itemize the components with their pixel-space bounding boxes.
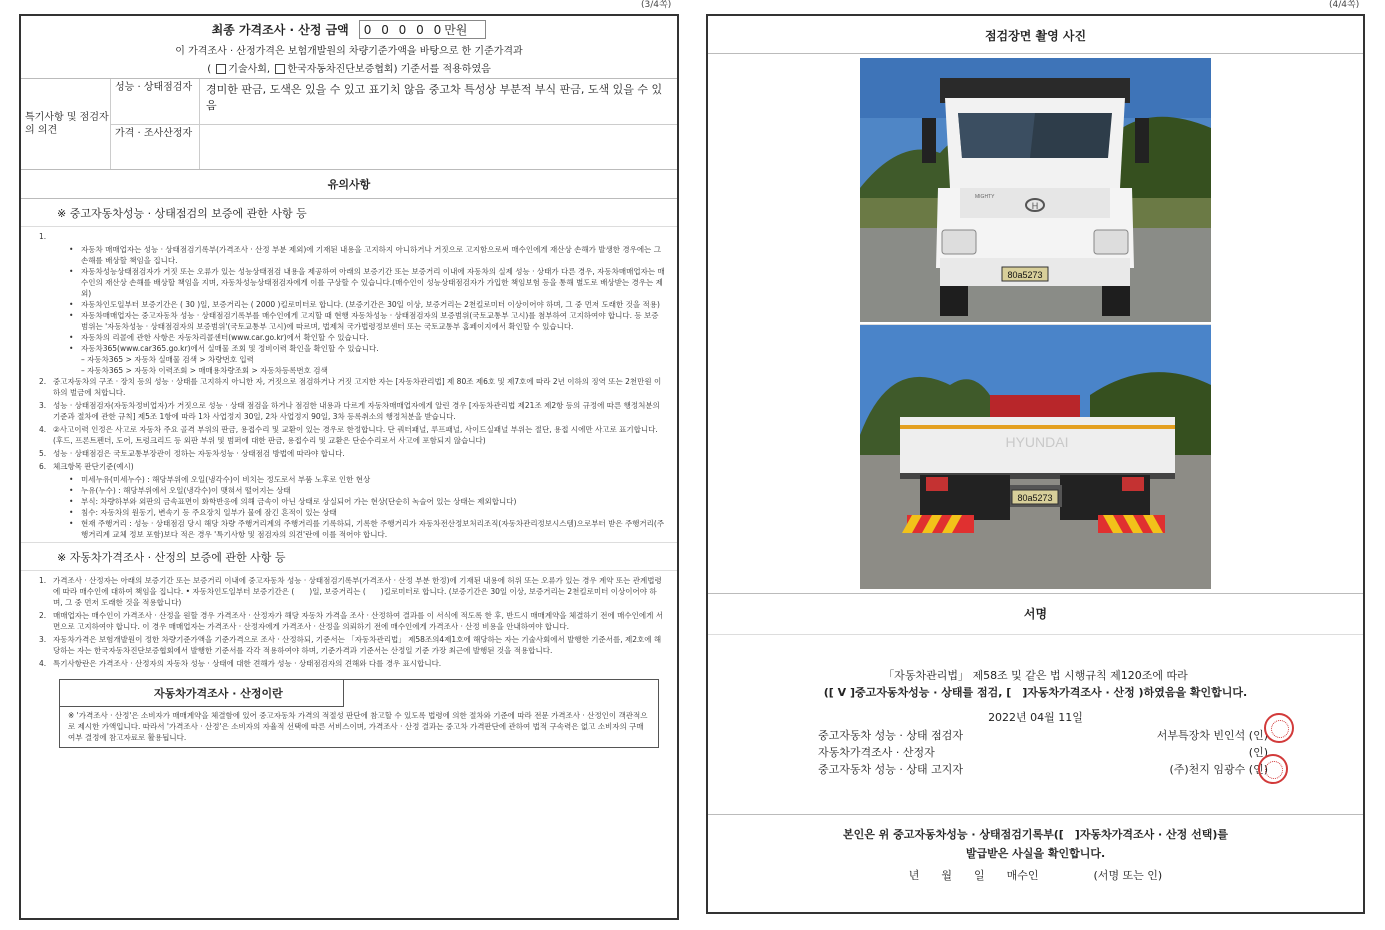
bullet-text: 부식: 차량하부와 외판의 금속표면이 화학반응에 의해 금속이 아닌 상태로 상실되어 가는 현상(단순히 녹슬어 있는 상태는 제외합니다) xyxy=(81,497,517,506)
item-text: 자동차가격은 보험개발원이 정한 차량기준가액을 기준가격으로 조사 · 산정하되, 기준서는 「자동차관리법」 제58조의4제1호에 해당하는 자는 기술사회에서 발행한 기준서를, 제2호에 해당하는 자는 한국자동차진단보증협회에서 발행한 기준서를 각각 적용하여야 하며, 기준가격과 기준서는 산정일 기준 가장 최근에 발행된 것을 적용합니다. xyxy=(53,635,662,655)
item-number: 2. xyxy=(39,377,47,386)
bullet-item xyxy=(39,310,665,332)
declaration-line1: 「자동차관리법」 제58조 및 같은 법 시행규칙 제120조에 따라 xyxy=(883,669,1188,682)
bullet-icon: • xyxy=(69,486,74,495)
bullet-icon: • xyxy=(69,267,74,276)
bullet-item xyxy=(39,474,665,485)
bullet-icon: • xyxy=(69,311,74,320)
appraiser-opinion[interactable] xyxy=(200,125,677,170)
bullet-icon: • xyxy=(69,333,74,342)
item-number: 6. xyxy=(39,462,47,471)
bullet-item xyxy=(39,518,665,540)
bullet-text: 자동차의 리콜에 관한 사항은 자동차리콜센터(www.car.go.kr)에서 확인할 수 있습니다. xyxy=(81,333,369,342)
numbered-item xyxy=(39,610,665,632)
numbered-item xyxy=(39,400,665,422)
inspector-seal-stamp xyxy=(1264,713,1294,743)
item-text: 특기사항란은 가격조사 · 산정자의 자동차 성능 · 상태에 대한 견해가 성능 · 상태점검자의 견해와 다를 경우 표시합니다. xyxy=(53,659,442,668)
bullet-text: 현재 주행거리 : 성능 · 상태점검 당시 해당 차량 주행거리계의 주행거리를 기록하되, 기록한 주행거리가 자동차전산정보처리조직(자동차관리정보시스템)으로부터 받은 주행거리(주행거리계 교체 정보 포함)보다 적은 경우 '특기사항 및 점검자의 의견'란에 이를 적어야 합니다. xyxy=(81,519,665,539)
section2-items xyxy=(21,571,677,673)
signature-row: 자동차가격조사 · 산정자 (인) xyxy=(818,746,1268,759)
front-plate: 80a5273 xyxy=(1007,270,1043,280)
item-text: 체크항목 판단기준(예시) xyxy=(53,462,134,471)
item-number: 1. xyxy=(39,232,47,241)
tailgate-text: HYUNDAI xyxy=(1005,434,1069,450)
bullet-icon: • xyxy=(69,497,74,506)
numbered-item xyxy=(39,575,665,608)
bullet-item xyxy=(39,266,665,299)
declaration xyxy=(708,667,1363,701)
opinion-label: 특기사항 및 점검자의 의견 xyxy=(21,79,111,169)
item-number: 4. xyxy=(39,659,47,668)
bullet-text: 자동차 매매업자는 성능 · 상태점검기록부(가격조사 · 산정 부분 제외)에 기재된 내용을 고지하지 아니하거나 거짓으로 고지함으로써 매수인에게 재산상 손해가 발생한 경우에는 그 손해를 배상할 책임을 집니다. xyxy=(81,245,661,265)
bullet-item xyxy=(39,332,665,343)
numbered-item xyxy=(39,634,665,656)
item-text: 성능 · 상태점검은 국토교통부장관이 정하는 자동차성능 · 상태점검 방법에 따라야 합니다. xyxy=(53,449,345,458)
numbered-item xyxy=(39,658,665,669)
bullet-icon: • xyxy=(69,300,74,309)
grille-logo: H xyxy=(1031,201,1039,211)
numbered-item xyxy=(39,424,665,446)
bullet-icon: • xyxy=(69,519,74,528)
photo-header: 점검장면 촬영 사진 xyxy=(708,16,1363,54)
definition-text: ※ '가격조사 · 산정'은 소비자가 매매계약을 체결함에 있어 중고자동차 가격의 적절성 판단에 참고할 수 있도록 법령에 의한 절차와 기준에 따라 전문 가격조사 · 산정인이 객관적으로 제시한 가액입니다. 따라서 '가격조사 · 산정'은 소비자의 자율적 선택에 따른 서비스이며, 가격조사 · 산정 결과는 중고차 가격판단에 관하여 법적 구속력은 없고 소비자의 구매여부 결정에 참고자료로 활용됩니다. xyxy=(68,711,648,742)
bullet-text: 자동차성능상태점검자가 거짓 또는 오류가 있는 성능상태점검 내용을 제공하여 아래의 보증기간 또는 보증거리 이내에 자동차의 실제 성능 · 상태가 다른 경우, 자동차매매업자는 매수인의 재산상 손해를 배상할 책임을 지며, 자동차성능상태점검자에게 이를 구상할 수 있습니다.(매수인이 성능상태점검자가 가입한 책임보험 등을 통해 별도로 배상받는 경우는 제외) xyxy=(81,267,665,298)
item-number: 3. xyxy=(39,635,47,644)
rear-plate: 80a5273 xyxy=(1017,493,1053,503)
item-text: ②사고이력 인정은 사고로 자동차 주요 골격 부위의 판금, 용접수리 및 교환이 있는 경우로 한정합니다. 단 쿼터패널, 루프패널, 사이드실패널 부위는 절단, 용접 시에만 사고로 표기합니다. (후드, 프론트펜더, 도어, 트렁크리드 등 외판 부위 및 범퍼에 대한 판금, 용접수리 및 교환은 단순수리로서 사고에 포함되지 않습니다) xyxy=(53,425,658,445)
confirm-line2: 발급받은 사실을 확인합니다. xyxy=(965,847,1106,860)
bullet-text: 미세누유(미세누수) : 해당부위에 오일(냉각수)이 비치는 정도로서 부품 노후로 인한 현상 xyxy=(81,475,371,484)
item-number: 4. xyxy=(39,425,47,434)
price-title: 최종 가격조사 · 산정 금액 xyxy=(211,23,349,37)
notifier-seal-stamp xyxy=(1258,754,1288,784)
opinion-table xyxy=(21,79,677,170)
item-text: 성능 · 상태점검자(자동차정비업자)가 거짓으로 성능 · 상태 점검을 하거나 점검한 내용과 다르게 자동차매매업자에게 알린 경우 [자동차관리법 제21조 제2항 등의 규정에 따른 행정처분의 기준과 절차에 관한 규칙] 제5조 1항에 따라 1차 사업정지 30일, 2차 사업정지 90일, 3차 등록취소의 행정처분을 받습니다. xyxy=(53,401,660,421)
bullet-item xyxy=(39,496,665,507)
photo-area xyxy=(708,54,1363,594)
bullet-text: 자동차365(www.car365.go.kr)에서 실매물 조회 및 정비이력 확인을 확인할 수 있습니다. xyxy=(81,344,379,353)
item-text: 중고자동차의 구조 · 장치 등의 성능 · 상태를 고지하지 아니한 자, 거짓으로 점검하거나 거짓 고지한 자는 [자동차관리법] 제 80조 제6호 및 제7호에 따라 2년 이하의 징역 또는 2천만원 이하의 벌금에 처합니다. xyxy=(53,377,662,397)
signature-row: 중고자동차 성능 · 상태 고지자 (주)천지 임광수 (인) xyxy=(818,763,1268,776)
inspector-label: 성능 · 상태점검자 xyxy=(111,79,200,124)
bullet-icon: • xyxy=(69,508,74,517)
bullet-icon: • xyxy=(69,475,74,484)
truck-front-photo xyxy=(860,58,1211,322)
numbered-item xyxy=(39,448,665,459)
bullet-item xyxy=(39,244,665,266)
caution-title: 유의사항 xyxy=(21,170,677,199)
bullet-text: 누유(누수) : 해당부위에서 오일(냉각수)이 맺혀서 떨어지는 상태 xyxy=(81,486,291,495)
price-header xyxy=(21,16,677,79)
item-number: 5. xyxy=(39,449,47,458)
item-text: 매매업자는 매수인이 가격조사 · 산정을 원할 경우 가격조사 · 산정자가 해당 자동차 가격을 조사 · 산정하여 결과를 이 서식에 적도록 한 후, 반드시 매매계약을 체결하기 전에 매수인에게 서면으로 고지하여야 합니다. 이 경우 매매업자는 가격조사 · 산정자에게 가격조사 · 산정을 의뢰하기 전에 매수인에게 가격조사 · 산정 비용을 안내하여야 합니다. xyxy=(53,611,664,631)
numbered-item xyxy=(39,376,665,398)
checkbox-association[interactable] xyxy=(275,64,285,74)
section1-items xyxy=(21,227,677,542)
signature-header: 서명 xyxy=(708,594,1363,635)
price-basis-text: 이 가격조사 · 산정가격은 보험개발원의 차량기준가액을 바탕으로 한 기준가격과 xyxy=(175,46,523,57)
bullet-item xyxy=(39,343,665,354)
appraiser-label: 가격 · 조사산정자 xyxy=(111,125,200,170)
item-number: 3. xyxy=(39,401,47,410)
page-number-right: (4/4쪽) xyxy=(1329,0,1360,10)
model-text: MIGHTY xyxy=(975,194,995,200)
bullet-text: 침수: 자동차의 원동기, 변속기 등 주요장치 일부가 물에 잠긴 흔적이 있는 상태 xyxy=(81,508,337,517)
bullet-item xyxy=(39,299,665,310)
definition-title: 자동차가격조사 · 산정이란 xyxy=(60,680,344,707)
inspector-opinion[interactable]: 경미한 판금, 도색은 있을 수 있고 표기치 않음 중고차 특성상 부분적 부식 판금, 도색 있을 수 있음 xyxy=(206,83,663,112)
confirmation xyxy=(708,814,1363,863)
bullet-item xyxy=(39,507,665,518)
signature-row: 중고자동차 성능 · 상태 점검자 서부특장차 빈인석 (인) xyxy=(818,729,1268,742)
item-number: 1. xyxy=(39,576,47,585)
price-amount: 0 0 0 0 0만원 xyxy=(359,20,487,39)
page-4 xyxy=(706,14,1365,914)
truck-rear-photo xyxy=(860,324,1211,589)
item-number: 2. xyxy=(39,611,47,620)
buyer-signature-line[interactable]: 년 월 일 매수인 (서명 또는 인) xyxy=(908,869,1163,882)
price-basis-options: ( 기술사회, 한국자동차진단보증협회) 기준서를 적용하였음 xyxy=(207,64,491,75)
definition-box xyxy=(59,679,659,748)
section2-title: ※ 자동차가격조사 · 산정의 보증에 관한 사항 등 xyxy=(21,542,677,571)
sub-line: – 자동차365 > 자동차 실매물 검색 > 차량번호 입력 xyxy=(81,355,254,364)
bullet-icon: • xyxy=(69,245,74,254)
bullet-icon: • xyxy=(69,344,74,353)
checkbox-engineers[interactable] xyxy=(216,64,226,74)
item-text: 가격조사 · 산정자는 아래의 보증기간 또는 보증거리 이내에 중고자동차 성능 · 상태점검기록부(가격조사 · 산정 부분 한정)에 기재된 내용에 허위 또는 오류가 있는 경우 계약 또는 관계법령에 따라 매수인에 대하여 책임을 집니다. • 자동차인도일부터 보증기간은 ( )일, 보증거리는 ( )킬로미터로 합니다. (보증기간은 30일 이상, 보증거리는 2천킬로미터 이상이어야 하며, 그 중 먼저 도래한 것을 적용합니다) xyxy=(53,576,662,607)
sub-line: – 자동차365 > 자동차 이력조회 > 매매용차량조회 > 자동차등록번호 검색 xyxy=(81,366,328,375)
bullet-text: 자동차매매업자는 중고자동차 성능 · 상태점검기록부를 매수인에게 고지할 때 현행 자동차성능 · 상태점검자의 보증범위(국토교통부 고시)를 첨부하여 고지하여야 합니다. 등 보증범위는 '자동차성능 · 상태점검자의 보증범위'(국토교통부 고시)에 따르며, 법제처 국가법령정보센터 또는 국토교통부 홈페이지에서 확인할 수 있습니다. xyxy=(81,311,659,331)
declaration-line2: ([ V ]중고자동차성능 · 상태를 점검, [ ]자동차가격조사 · 산정 )하였음을 확인합니다. xyxy=(823,686,1248,699)
page-3 xyxy=(19,14,679,920)
confirm-line1: 본인은 위 중고자동차성능 · 상태점검기록부([ ]자동차가격조사 · 산정 선택)를 xyxy=(842,828,1229,841)
page-number-left: (3/4쪽) xyxy=(641,0,672,10)
bullet-text: 자동차인도일부터 보증기간은 ( 30 )일, 보증거리는 ( 2000 )킬로미터로 합니다. (보증기간은 30일 이상, 보증거리는 2천킬로미터 이상이어야 하며, 그 중 먼저 도래한 것을 적용) xyxy=(81,300,660,309)
sign-date: 2022년 04월 11일 xyxy=(988,711,1083,724)
bullet-item xyxy=(39,485,665,496)
section1-title: ※ 중고자동차성능 · 상태점검의 보증에 관한 사항 등 xyxy=(21,199,677,227)
